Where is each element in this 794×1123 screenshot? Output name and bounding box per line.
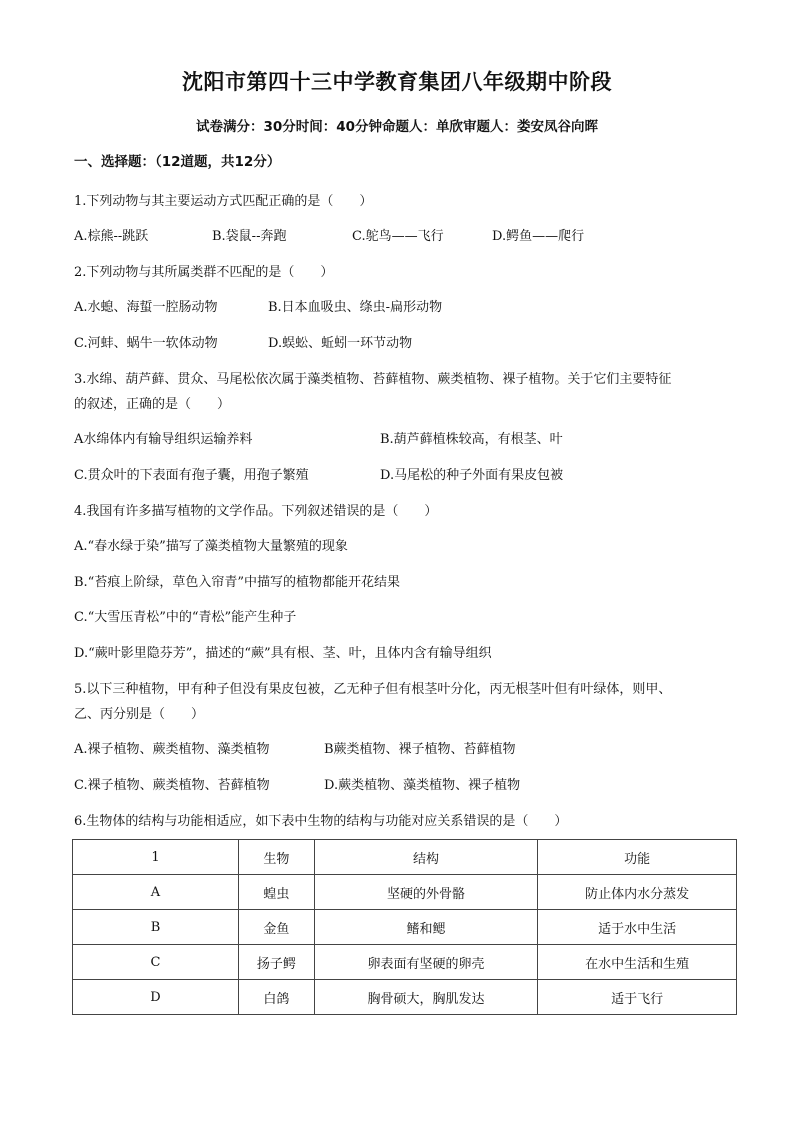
- table-cell: 金鱼: [239, 910, 315, 945]
- question-5-stem-line-1: 5.以下三种植物，甲有种子但没有果皮包被，乙无种子但有根茎叶分化，丙无根茎叶但有叶绿体，则甲、: [74, 682, 672, 697]
- question-3-option-d: D.马尾松的种子外面有果皮包被: [380, 468, 564, 483]
- table-header-row: [73, 840, 737, 875]
- table-cell: 扬子鳄: [239, 945, 315, 980]
- table-row: [73, 980, 737, 1015]
- question-5-option-b: B蕨类植物、裸子植物、苔藓植物: [324, 742, 516, 757]
- exam-info: 试卷满分：30分时间：40分钟命题人：单欣审题人：娄安凤谷向晖: [195, 119, 599, 135]
- question-1-option-b: B.袋鼠--奔跑: [212, 229, 287, 244]
- table-cell: A: [73, 875, 239, 910]
- table-cell: 在水中生活和生殖: [538, 945, 737, 980]
- table-cell: B: [73, 910, 239, 945]
- question-2-option-c: C.河蚌、蜗牛一软体动物: [74, 336, 218, 351]
- question-5-option-a: A.裸子植物、蕨类植物、藻类植物: [74, 742, 270, 757]
- table-row: [73, 875, 737, 910]
- table-cell: 适于飞行: [538, 980, 737, 1015]
- table-header-cell: 生物: [239, 840, 315, 875]
- question-6-table: [72, 839, 737, 1015]
- question-4-stem: 4.我国有许多描写植物的文学作品。下列叙述错误的是（ ）: [74, 504, 438, 519]
- table-header-cell: 功能: [538, 840, 737, 875]
- question-2-option-d: D.蜈蚣、蚯蚓一环节动物: [268, 336, 413, 351]
- question-3-option-b: B.葫芦藓植株较高，有根茎、叶: [380, 432, 563, 447]
- question-1-option-d: D.鳄鱼——爬行: [492, 229, 585, 244]
- table-cell: 蝗虫: [239, 875, 315, 910]
- question-4-option-d: D.“蕨叶影里隐芬芳”，描述的“蕨”具有根、茎、叶，且体内含有输导组织: [74, 646, 492, 661]
- table-header-cell: 结构: [314, 840, 537, 875]
- question-6-stem: 6.生物体的结构与功能相适应，如下表中生物的结构与功能对应关系错误的是（ ）: [74, 814, 568, 829]
- question-4-option-c: C.“大雪压青松”中的“青松”能产生种子: [74, 610, 297, 625]
- section-heading: 一、选择题：（12道题，共12分）: [74, 154, 281, 170]
- table-cell: D: [73, 980, 239, 1015]
- question-4-option-a: A.“春水绿于染”描写了藻类植物大量繁殖的现象: [74, 539, 348, 554]
- page-title: 沈阳市第四十三中学教育集团八年级期中阶段: [182, 70, 612, 94]
- table-cell: 适于水中生活: [538, 910, 737, 945]
- question-2-option-b: B.日本血吸虫、绦虫-扁形动物: [268, 300, 443, 315]
- question-3-option-a: A水绵体内有输导组织运输养料: [74, 432, 253, 447]
- table-cell: 卵表面有坚硬的卵壳: [314, 945, 537, 980]
- table-row: [73, 945, 737, 980]
- table-cell: 鳍和鳃: [314, 910, 537, 945]
- table-cell: 坚硬的外骨骼: [314, 875, 537, 910]
- question-2-option-a: A.水螅、海蜇一腔肠动物: [74, 300, 218, 315]
- question-1-stem: 1.下列动物与其主要运动方式匹配正确的是（ ）: [74, 194, 373, 209]
- question-1-option-a: A.棕熊--跳跃: [74, 229, 149, 244]
- table-cell: 白鸽: [239, 980, 315, 1015]
- question-3-stem-line-1: 3.水绵、葫芦藓、贯众、马尾松依次属于藻类植物、苔藓植物、蕨类植物、裸子植物。关于它们主要特征: [74, 372, 672, 387]
- question-4-option-b: B.“苔痕上阶绿，草色入帘青”中描写的植物都能开花结果: [74, 575, 400, 590]
- question-5-option-c: C.裸子植物、蕨类植物、苔藓植物: [74, 778, 270, 793]
- table-cell: 防止体内水分蒸发: [538, 875, 737, 910]
- table-cell: 胸骨硕大，胸肌发达: [314, 980, 537, 1015]
- question-2-stem: 2.下列动物与其所属类群不匹配的是（ ）: [74, 265, 334, 280]
- question-5-option-d: D.蕨类植物、藻类植物、裸子植物: [324, 778, 521, 793]
- table-cell: C: [73, 945, 239, 980]
- table-row: [73, 910, 737, 945]
- question-1-option-c: C.鸵鸟——飞行: [352, 229, 444, 244]
- question-3-option-c: C.贯众叶的下表面有孢子囊，用孢子繁殖: [74, 468, 309, 483]
- question-5-stem-line-2: 乙、丙分别是（ ）: [74, 707, 205, 722]
- table-header-cell: 1: [73, 840, 239, 875]
- question-3-stem-line-2: 的叙述，正确的是（ ）: [74, 397, 231, 412]
